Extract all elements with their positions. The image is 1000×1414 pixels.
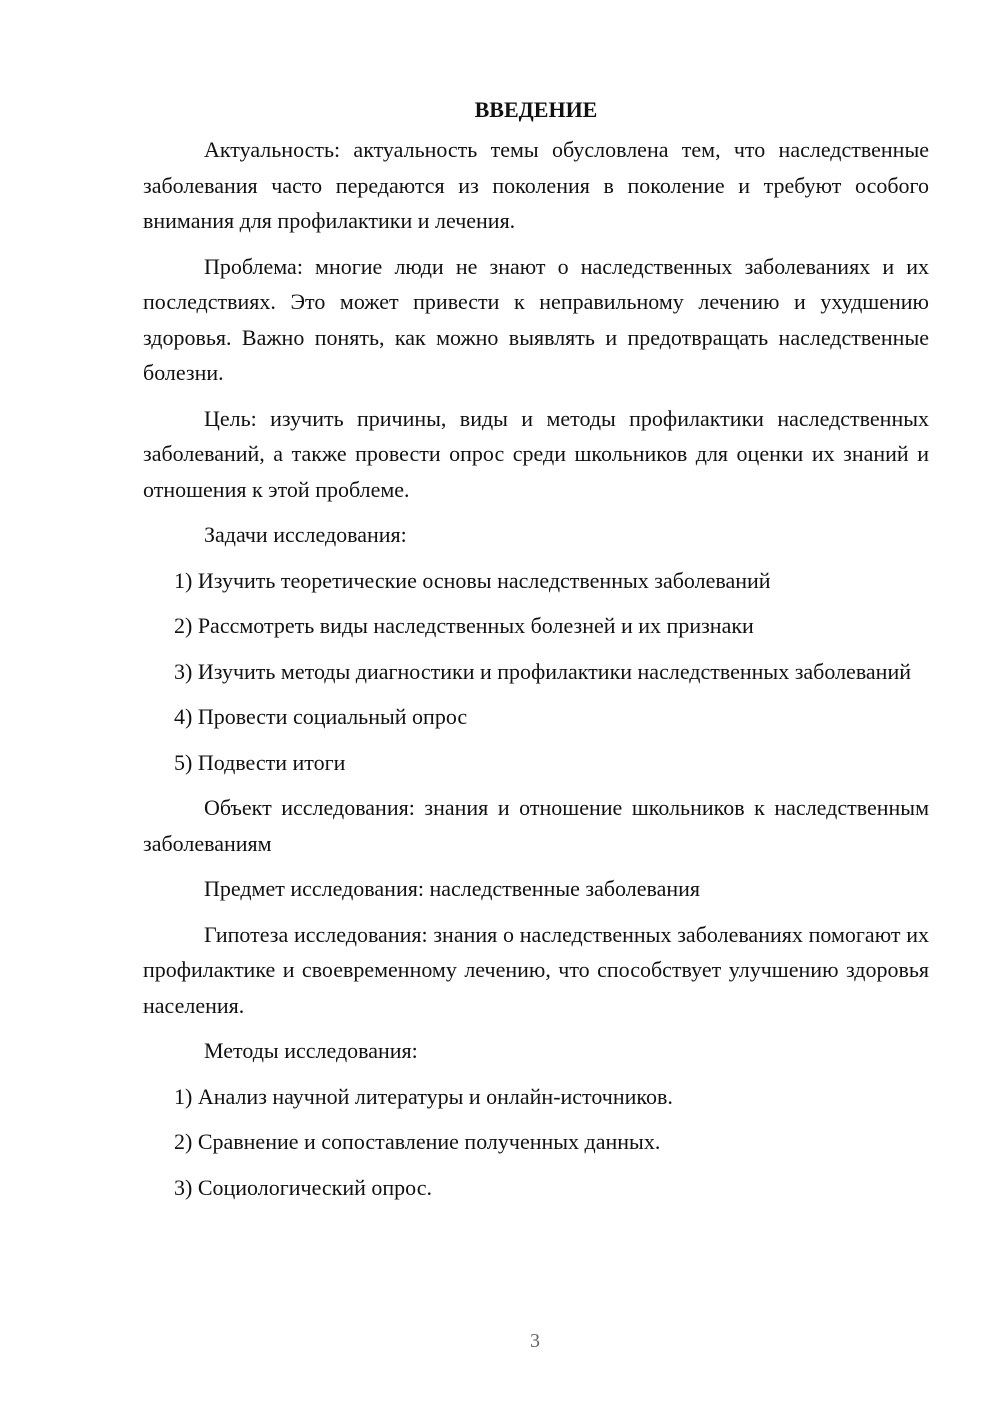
document-page [143, 92, 929, 1205]
task-item: 4) Провести социальный опрос [174, 704, 468, 729]
task-item: 1) Изучить теоретические основы наследственных заболеваний [174, 567, 771, 593]
paragraph-relevance: Актуальность: актуальность темы обусловлена тем, что наследственные заболевания часто передаются из поколения в поколение и требуют особого внимания для профилактики и лечения. [143, 137, 929, 233]
paragraph-hypothesis: Гипотеза исследования: знания о наследственных заболеваниях помогают их профилактике и своевременному лечению, что способствует улучшению здоровья населения. [143, 921, 929, 1018]
paragraph-goal: Цель: изучить причины, виды и методы профилактики наследственных заболеваний, а также провести опрос среди школьников для оценки их знаний и отношения к этой проблеме. [143, 405, 929, 502]
method-item: 2) Сравнение и сопоставление полученных данных. [174, 1129, 661, 1154]
method-item: 3) Социологический опрос. [174, 1174, 432, 1200]
methods-heading: Методы исследования: [204, 1038, 418, 1063]
paragraph-object: Объект исследования: знания и отношение школьников к наследственным заболеваниям [143, 795, 929, 856]
section-title: ВВЕДЕНИЕ [474, 97, 598, 122]
task-item: 3) Изучить методы диагностики и профилактики наследственных заболеваний [174, 658, 911, 684]
page-number: 3 [530, 1330, 540, 1352]
tasks-heading: Задачи исследования: [204, 522, 407, 547]
paragraph-subject: Предмет исследования: наследственные заболевания [204, 876, 701, 901]
task-item: 5) Подвести итоги [174, 749, 346, 775]
task-item: 2) Рассмотреть виды наследственных болезней и их признаки [174, 613, 754, 638]
paragraph-problem: Проблема: многие люди не знают о наследственных заболеваниях и их последствиях. Это может привести к неправильному лечению и ухудшению здоровья. Важно понять, как можно выявлять и предотвращать наследственные болезни. [143, 253, 929, 385]
method-item: 1) Анализ научной литературы и онлайн-источников. [174, 1083, 673, 1109]
